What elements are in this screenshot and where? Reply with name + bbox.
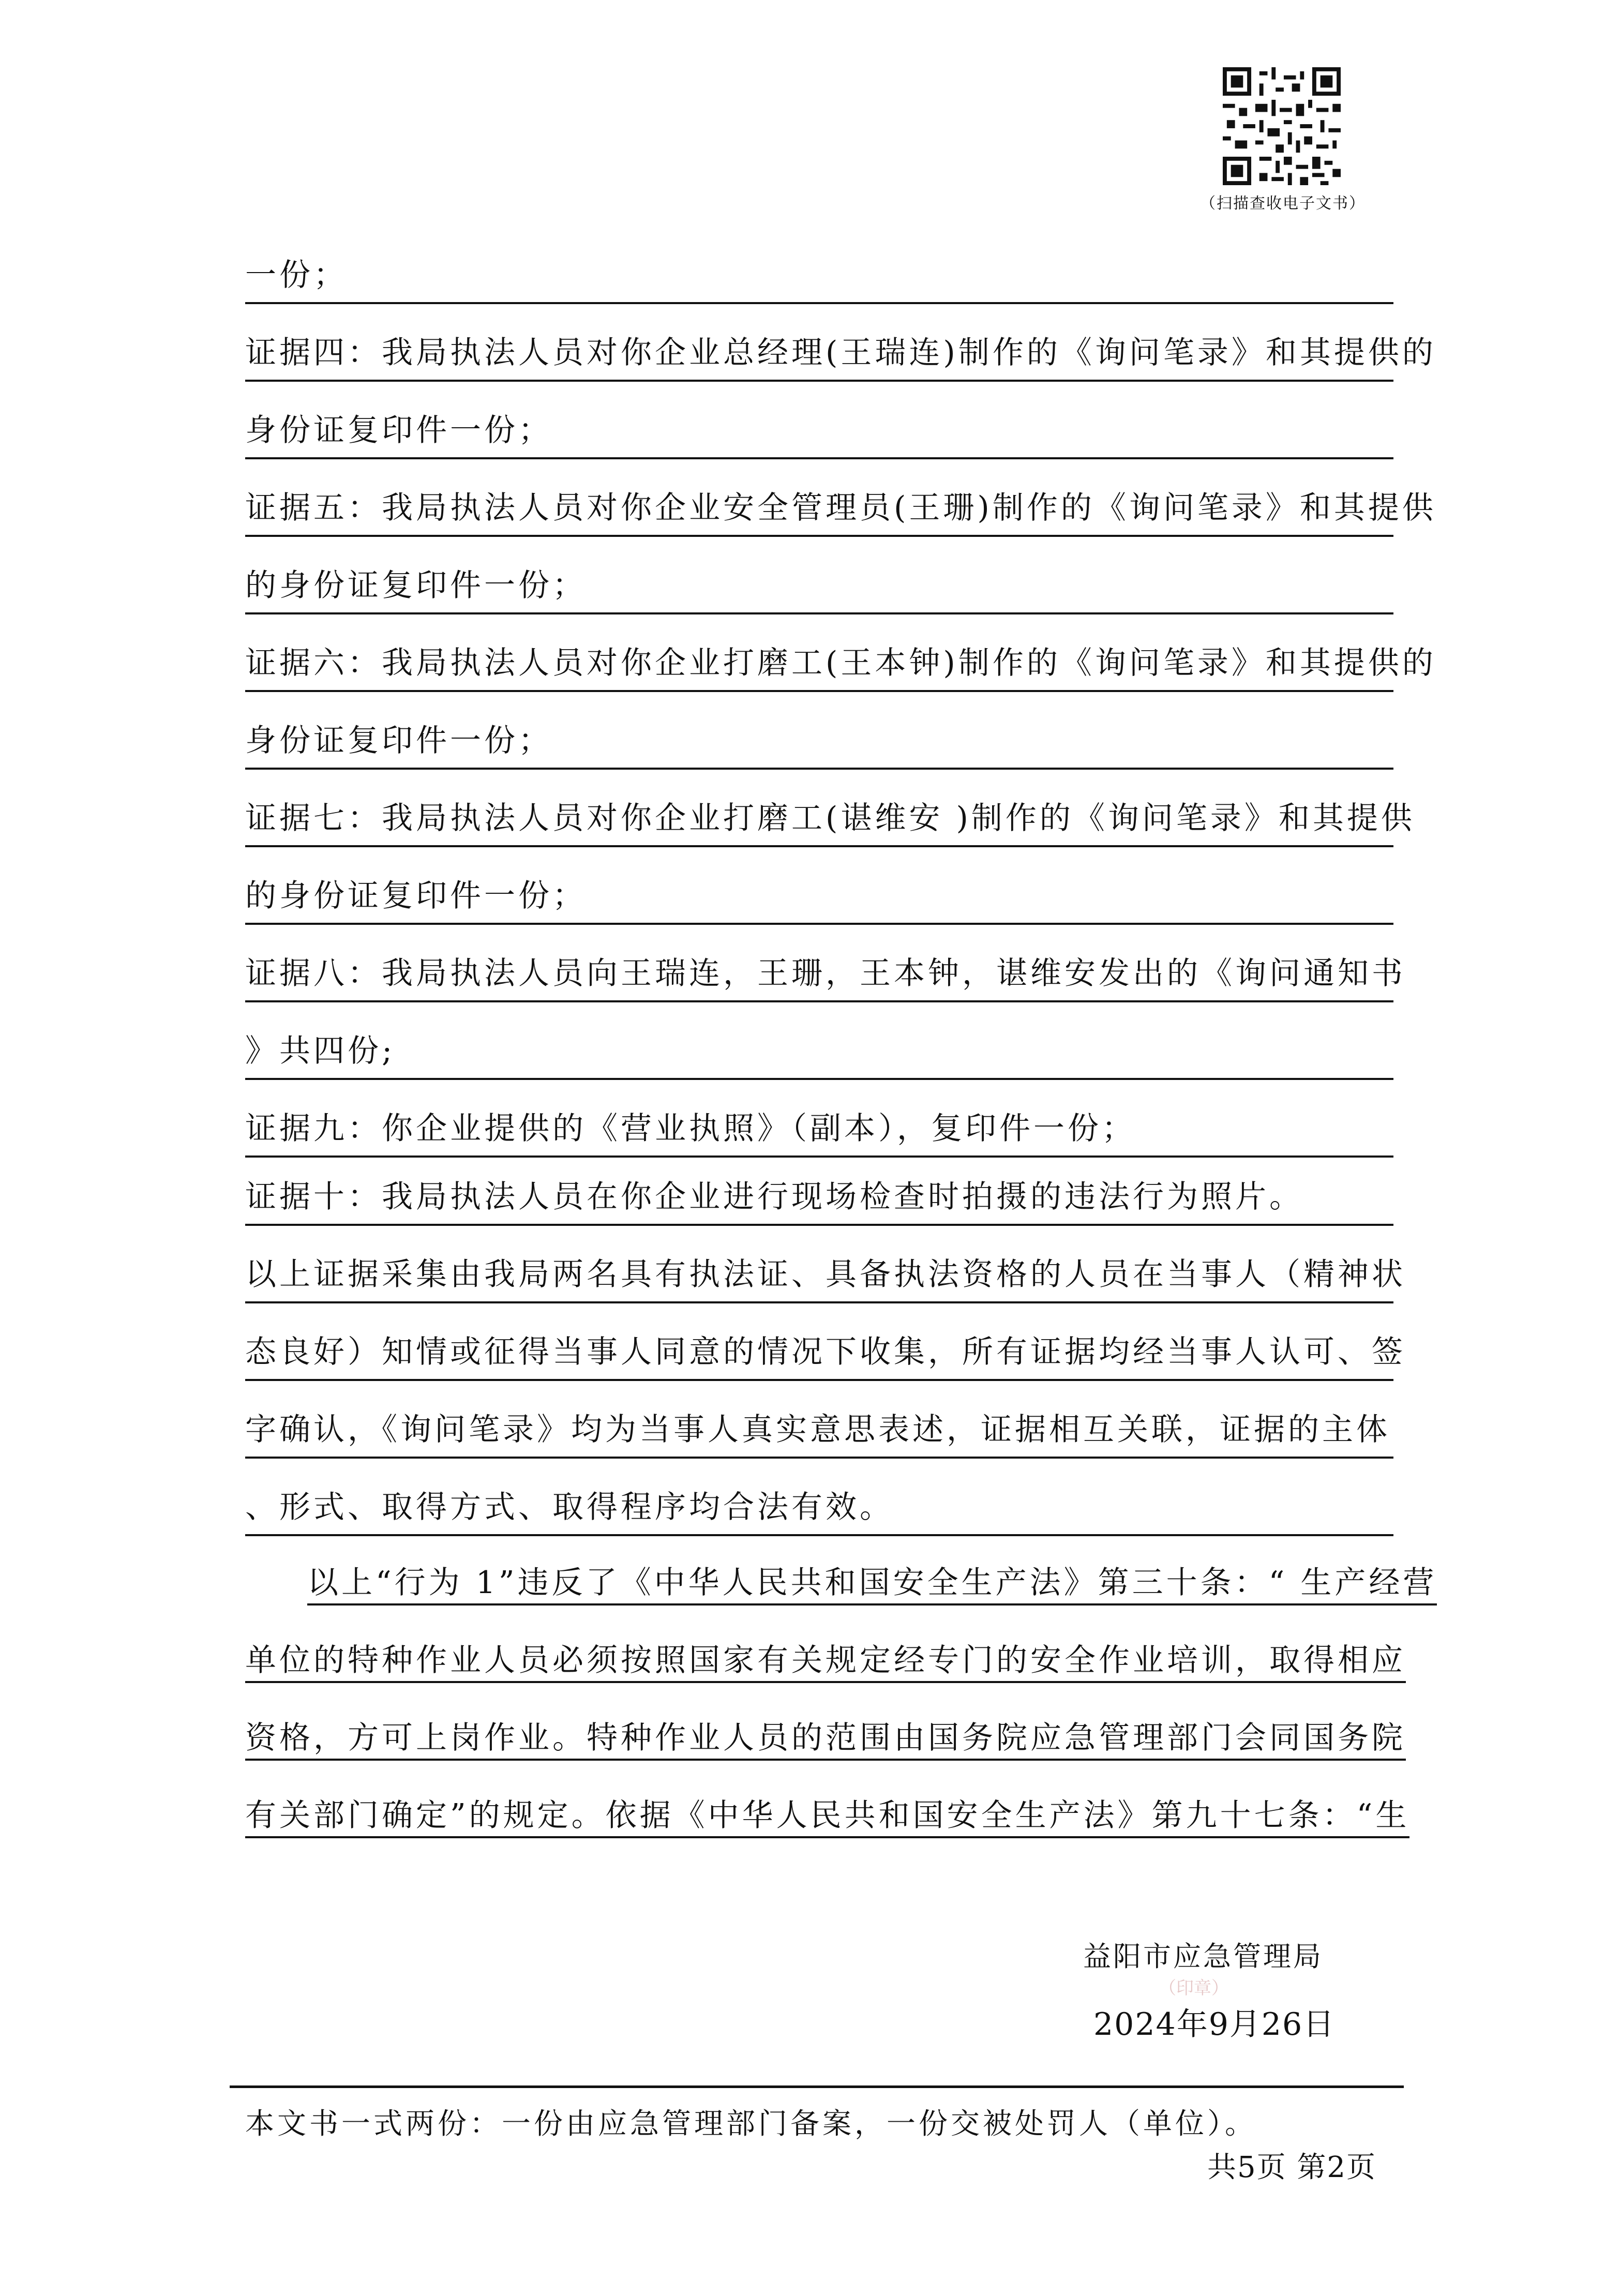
text-line: 证据七：我局执法人员对你企业打磨工(谌维安 )制作的《询问笔录》和其提供 (245, 770, 1393, 847)
text-line: 的身份证复印件一份； (245, 847, 1393, 925)
qr-caption: （扫描查收电子文书） (1200, 194, 1366, 213)
qr-code (1223, 67, 1341, 185)
text-line: 证据六：我局执法人员对你企业打磨工(王本钟)制作的《询问笔录》和其提供的 (245, 614, 1393, 692)
legal-paragraph (245, 1535, 1437, 1845)
footer-divider (230, 2085, 1404, 2088)
text-line: 证据四：我局执法人员对你企业总经理(王瑞连)制作的《询问笔录》和其提供的 (245, 304, 1393, 382)
paragraph-line: 有关部门确定”的规定。依据《中华人民共和国安全生产法》第九十七条：“生 (245, 1768, 1373, 1845)
text-line: 》共四份; (245, 1002, 1393, 1080)
text-line: 身份证复印件一份； (245, 382, 1393, 459)
text-line: 证据五：我局执法人员对你企业安全管理员(王珊)制作的《询问笔录》和其提供 (245, 459, 1393, 537)
seal-mark: （印章） (1159, 1978, 1229, 1999)
text-line: 、形式、取得方式、取得程序均合法有效。 (245, 1459, 1393, 1536)
text-line: 证据十：我局执法人员在你企业进行现场检查时拍摄的违法行为照片。 (245, 1148, 1393, 1226)
footer-note: 本文书一式两份：一份由应急管理部门备案，一份交被处罚人（单位）。 (245, 2107, 1257, 2141)
text-line: 态良好）知情或征得当事人同意的情况下收集，所有证据均经当事人认可、签 (245, 1303, 1393, 1381)
text-line: 证据九：你企业提供的《营业执照》（副本），复印件一份； (245, 1080, 1393, 1158)
text-line: 身份证复印件一份； (245, 692, 1393, 770)
paragraph-line: 单位的特种作业人员必须按照国家有关规定经专门的安全作业培训，取得相应 (245, 1613, 1373, 1690)
text-line: 字确认，《询问笔录》均为当事人真实意思表述，证据相互关联，证据的主体 (245, 1381, 1393, 1459)
text-line: 一份； (245, 227, 1393, 304)
paragraph-line: 以上“行为 1”违反了《中华人民共和国安全生产法》第三十条：“ 生产经营 (245, 1535, 1373, 1613)
signature-date: 2024年9月26日 (1093, 2006, 1336, 2043)
signature-organization: 益阳市应急管理局 (1083, 1940, 1323, 1973)
text-line: 证据八：我局执法人员向王瑞连，王珊，王本钟，谌维安发出的《询问通知书 (245, 925, 1393, 1002)
page-counter: 共5页 第2页 (1207, 2151, 1377, 2184)
text-line: 的身份证复印件一份； (245, 537, 1393, 614)
text-line: 以上证据采集由我局两名具有执法证、具备执法资格的人员在当事人（精神状 (245, 1226, 1393, 1303)
paragraph-line: 资格，方可上岗作业。特种作业人员的范围由国务院应急管理部门会同国务院 (245, 1690, 1373, 1768)
